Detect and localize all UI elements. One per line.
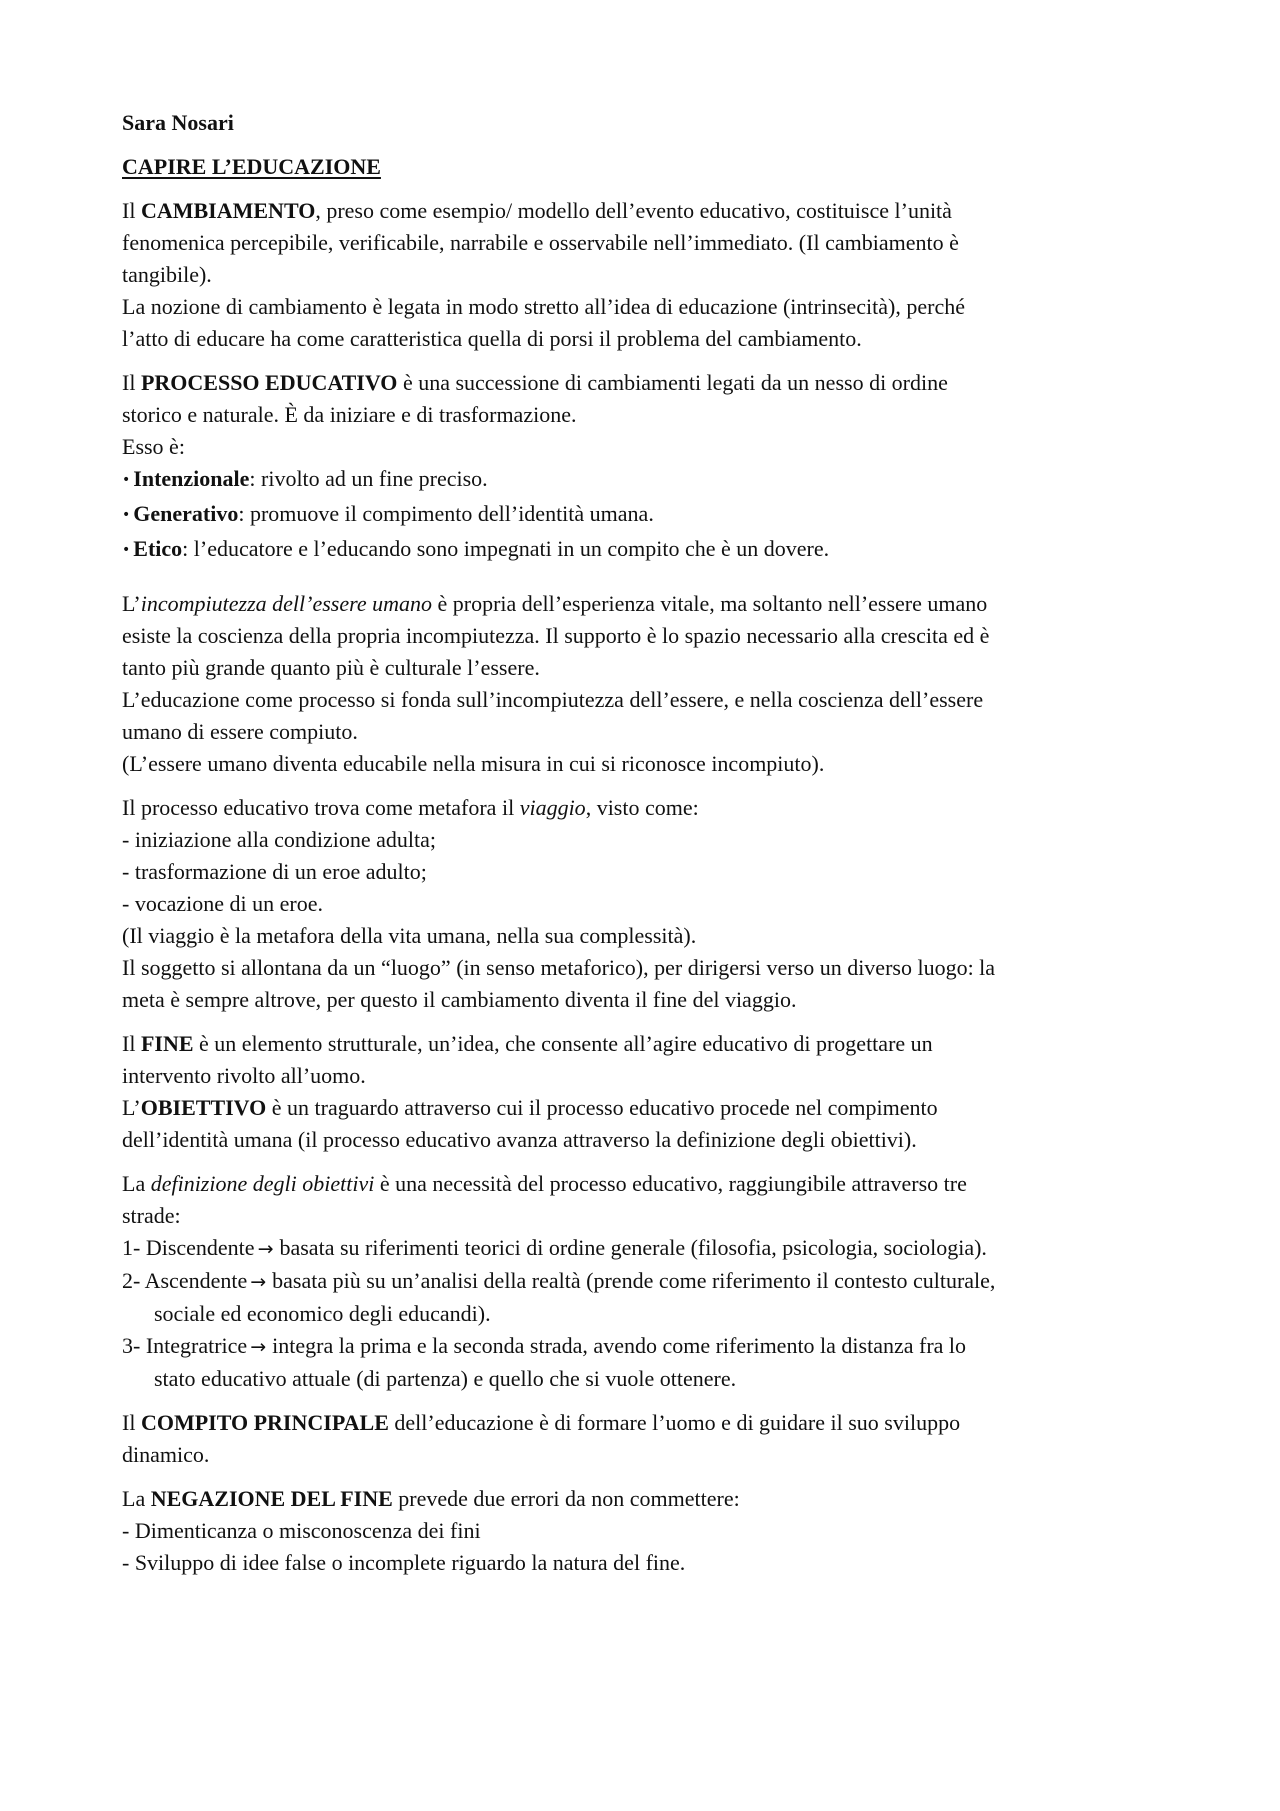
paragraph-processo-educativo: Il PROCESSO EDUCATIVO è una successione di cambiamenti legati da un nesso di ordine storico e naturale. È da iniziare e di trasformazione. Esso è: • Intenzionale: rivolto ad un fine preciso. • Generativo: promuove il compimento dell’identità umana. • Etico: l’educatore e l’educando sono impegnati in un compito che è un dovere. xyxy=(122,367,1170,568)
list-item: 3- Integratrice → integra la prima e la seconda strada, avendo come riferimento la distanza fra lo stato educativo attuale (di partenza) e quello che si vuole ottenere. xyxy=(122,1333,967,1391)
list-item: • Intenzionale: rivolto ad un fine preciso. xyxy=(122,466,488,491)
bullet-icon: • xyxy=(122,507,131,523)
term-processo-educativo: PROCESSO EDUCATIVO xyxy=(140,370,398,395)
list-item: 1- Discendente → basata su riferimenti teorici di ordine generale (filosofia, psicologia, sociologia). xyxy=(122,1235,987,1260)
author-name: Sara Nosari xyxy=(122,110,234,135)
paragraph-cambiamento: Il CAMBIAMENTO, preso come esempio/ modello dell’evento educativo, costituisce l’unità fenomenica percepibile, verificabile, narrabile e osservabile nell’immediato. (Il cambiamento è tangibile). La nozione di cambiamento è legata in modo stretto all’idea di educazione (intrinsecità), perché l’atto di educare ha come caratteristica quella di porsi il problema del cambiamento. xyxy=(122,198,965,351)
bullet-icon: • xyxy=(122,542,131,558)
term-cambiamento: CAMBIAMENTO xyxy=(140,198,316,223)
paragraph-compito-principale: Il COMPITO PRINCIPALE dell’educazione è di formare l’uomo e di guidare il suo sviluppo dinamico. xyxy=(122,1410,961,1467)
term-compito-principale: COMPITO PRINCIPALE xyxy=(140,1410,389,1435)
paragraph-fine-obiettivo: Il FINE è un elemento strutturale, un’idea, che consente all’agire educativo di progettare un intervento rivolto all’uomo. L’OBIETTIVO è un traguardo attraverso cui il processo educativo procede nel compimento dell’identità umana (il processo educativo avanza attraverso la definizione degli obiettivi). xyxy=(122,1031,938,1152)
list-item: • Generativo: promuove il compimento dell’identità umana. xyxy=(122,501,654,526)
bullet-list xyxy=(122,463,1170,568)
arrow-right-icon: → xyxy=(250,1336,267,1358)
list-item: 2- Ascendente → basata più su un’analisi della realtà (prende come riferimento il contesto culturale, sociale ed economico degli educandi). xyxy=(122,1268,996,1326)
paragraph-negazione-fine: La NEGAZIONE DEL FINE prevede due errori da non commettere: - Dimenticanza o misconoscenza dei fini - Sviluppo di idee false o incomplete riguardo la natura del fine. xyxy=(122,1486,740,1575)
term-obiettivo: OBIETTIVO xyxy=(140,1095,267,1120)
term-fine: FINE xyxy=(140,1031,194,1056)
term-viaggio: viaggio xyxy=(519,795,586,820)
term-incompiutezza: incompiutezza dell’essere umano xyxy=(140,591,432,616)
paragraph-viaggio: Il processo educativo trova come metafora il viaggio, visto come: - iniziazione alla condizione adulta; - trasformazione di un eroe adulto; - vocazione di un eroe. (Il viaggio è la metafora della vita umana, nella sua complessità). Il soggetto si allontana da un “luogo” (in senso metaforico), per dirigersi verso un diverso luogo: la meta è sempre altrove, per questo il cambiamento diventa il fine del viaggio. xyxy=(122,795,996,1012)
arrow-right-icon: → xyxy=(250,1271,267,1293)
document-title: CAPIRE L’EDUCAZIONE xyxy=(122,154,381,179)
paragraph-incompiutezza: L’incompiutezza dell’essere umano è propria dell’esperienza vitale, ma soltanto nell’essere umano esiste la coscienza della propria incompiutezza. Il supporto è lo spazio necessario alla crescita ed è tanto più grande quanto più è culturale l’essere. L’educazione come processo si fonda sull’incompiutezza dell’essere, e nella coscienza dell’essere umano di essere compiuto. (L’essere umano diventa educabile nella misura in cui si riconosce incompiuto). xyxy=(122,591,990,776)
arrow-right-icon: → xyxy=(257,1238,274,1260)
term-negazione-fine: NEGAZIONE DEL FINE xyxy=(150,1486,393,1511)
bullet-icon: • xyxy=(122,472,131,488)
paragraph-definizione-obiettivi: La definizione degli obiettivi è una necessità del processo educativo, raggiungibile attraverso tre strade: 1- Discendente → basata su riferimenti teorici di ordine generale (filosofia, psicologia, sociologia). 2- Ascendente → basata più su un’analisi della realtà (prende come riferimento il contesto culturale, sociale ed economico degli educandi). 3- Integratrice → integra la prima e la seconda strada, avendo come riferimento la distanza fra lo stato educativo attuale (di partenza) e quello che si vuole ottenere. xyxy=(122,1168,1170,1395)
term-definizione-obiettivi: definizione degli obiettivi xyxy=(150,1171,375,1196)
list-item: • Etico: l’educatore e l’educando sono impegnati in un compito che è un dovere. xyxy=(122,536,830,561)
